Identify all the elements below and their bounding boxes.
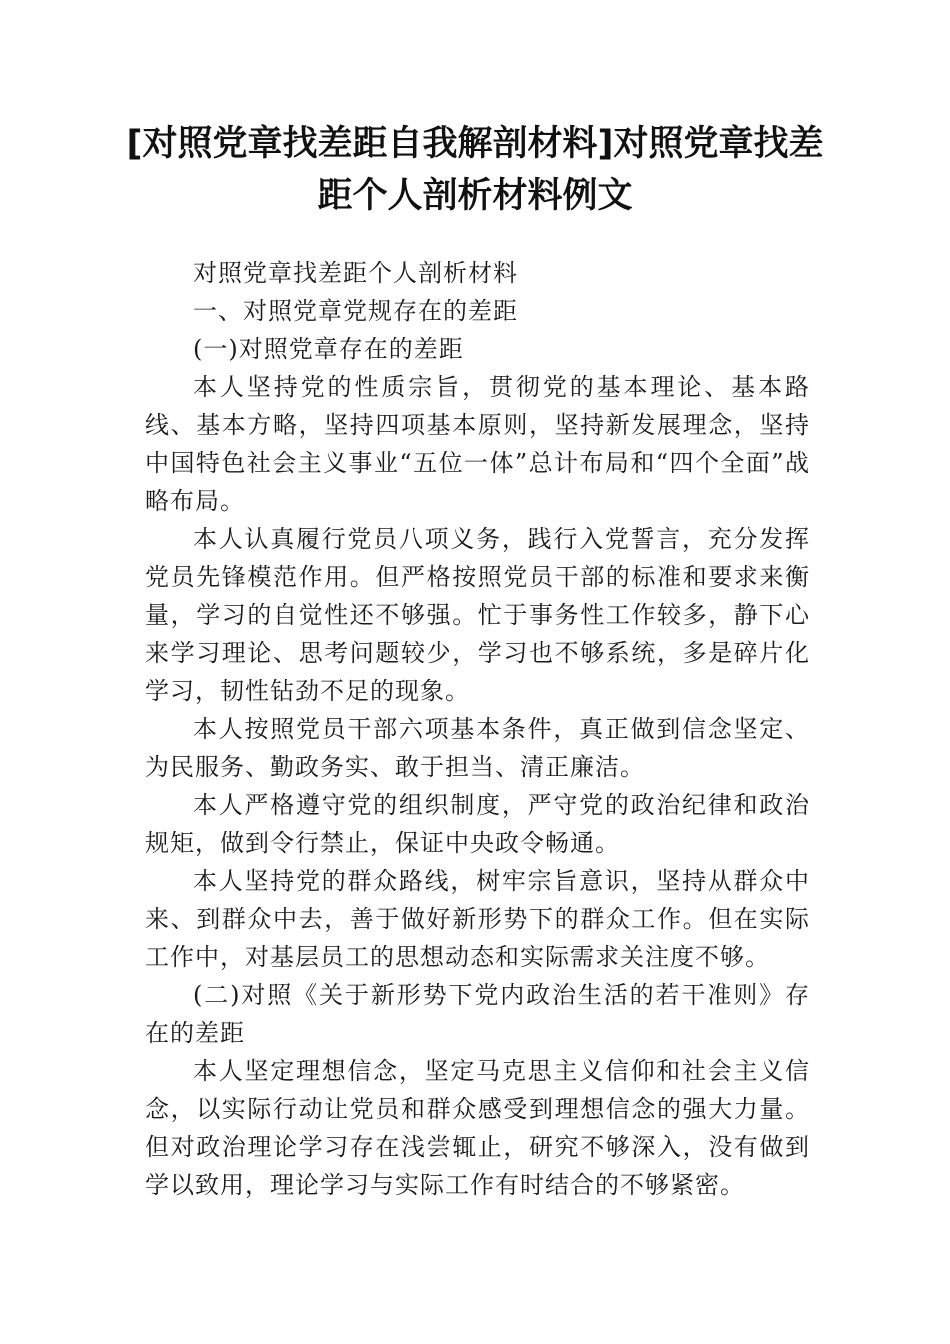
paragraph: 本人严格遵守党的组织制度，严守党的政治纪律和政治规矩，做到令行禁止，保证中央政令畅通。 <box>145 791 810 857</box>
subsection-heading: (二)对照《关于新形势下党内政治生活的若干准则》存在的差距 <box>145 981 810 1047</box>
document-body <box>145 254 810 1204</box>
paragraph: 本人坚持党的性质宗旨，贯彻党的基本理论、基本路线、基本方略，坚持四项基本原则，坚持新发展理念，坚持中国特色社会主义事业“五位一体”总计布局和“四个全面”战略布局。 <box>145 373 810 515</box>
paragraph: 本人坚定理想信念，坚定马克思主义信仰和社会主义信念，以实际行动让党员和群众感受到理想信念的强大力量。但对政治理论学习存在浅尝辄止，研究不够深入，没有做到学以致用，理论学习与实际工作有时结合的不够紧密。 <box>145 1057 810 1199</box>
section-heading: 一、对照党章党规存在的差距 <box>193 297 518 325</box>
paragraph: 本人按照党员干部六项基本条件，真正做到信念坚定、为民服务、勤政务实、敢于担当、清正廉洁。 <box>145 715 810 781</box>
paragraph: 本人认真履行党员八项义务，践行入党誓言，充分发挥党员先锋模范作用。但严格按照党员干部的标准和要求来衡量，学习的自觉性还不够强。忙于事务性工作较多，静下心来学习理论、思考问题较少，学习也不够系统，多是碎片化学习，韧性钻劲不足的现象。 <box>145 525 810 705</box>
subsection-heading: (一)对照党章存在的差距 <box>193 335 464 363</box>
paragraph-subtitle: 对照党章找差距个人剖析材料 <box>193 259 518 287</box>
document-title: [对照党章找差距自我解剖材料]对照党章找差距个人剖析材料例文 <box>126 124 824 216</box>
paragraph: 本人坚持党的群众路线，树牢宗旨意识，坚持从群众中来、到群众中去，善于做好新形势下的群众工作。但在实际工作中，对基层员工的思想动态和实际需求关注度不够。 <box>145 867 810 971</box>
